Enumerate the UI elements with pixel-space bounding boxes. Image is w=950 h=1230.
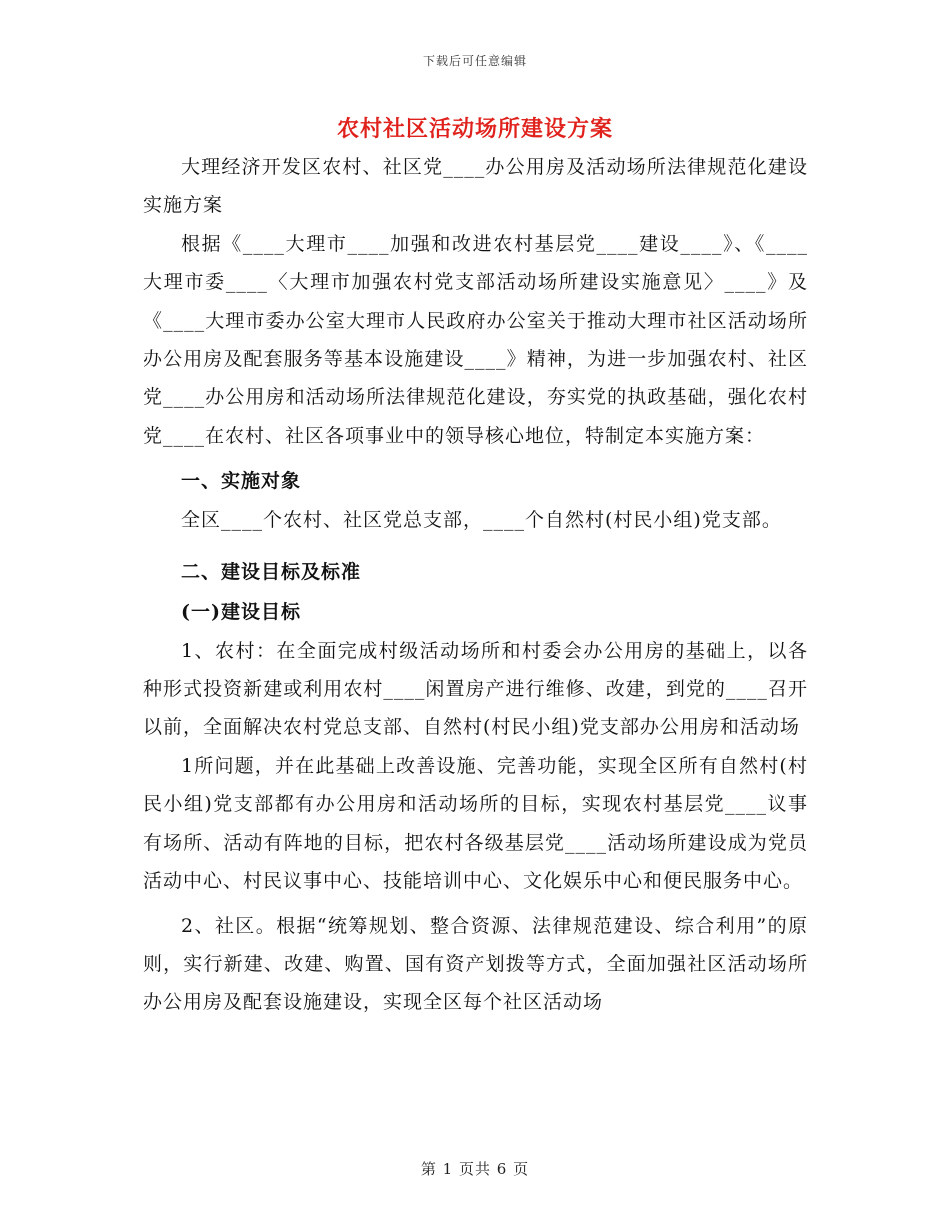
- page-number: 第 1 页共 6 页: [420, 1160, 530, 1178]
- paragraph-rural-continued: 1所问题，并在此基础上改善设施、完善功能，实现全区所有自然村(村民小组)党支部都有办公用房和活动场所的目标，实现农村基层党____议事有场所、活动有阵地的目标，把农村各级基层党____活动场所建设成为党员活动中心、村民议事中心、技能培训中心、文化娱乐中心和便民服务中心。: [143, 754, 808, 893]
- heading-section-2: 二、建设目标及标准: [181, 560, 362, 583]
- heading-subsection-1: (一)建设目标: [181, 600, 301, 623]
- paragraph-basis: 根据《____大理市____加强和改进农村基层党____建设____》、《____大理市委____〈大理市加强农村党支部活动场所建设实施意见〉____》及《____大理市委办公室大理市人民政府办公室关于推动大理市社区活动场所办公用房及配套服务等基本设施建设____》精神，为进一步加强农村、社区党____办公用房和活动场所法律规范化建设，夯实党的执政基础，强化农村党____在农村、社区各项事业中的领导核心地位，特制定本实施方案：: [143, 232, 808, 447]
- paragraph-community: 2、社区。根据“统筹规划、整合资源、法律规范建设、综合利用”的原则，实行新建、改建、购置、国有资产划拨等方式，全面加强社区活动场所办公用房及配套设施建设，实现全区每个社区活动场: [143, 914, 808, 1014]
- paragraph-rural: 1、农村：在全面完成村级活动场所和村委会办公用房的基础上，以各种形式投资新建或利用农村____闲置房产进行维修、改建，到党的____召开以前，全面解决农村党总支部、自然村(村民小组)党支部办公用房和活动场: [143, 639, 808, 739]
- paragraph-intro-title: 大理经济开发区农村、社区党____办公用房及活动场所法律规范化建设实施方案: [143, 156, 808, 217]
- document-body: [143, 148, 808, 1022]
- page-header-note: 下载后可任意编辑: [422, 54, 527, 68]
- paragraph-targets: 全区____个农村、社区党总支部，____个自然村(村民小组)党支部。: [181, 509, 782, 532]
- heading-section-1: 一、实施对象: [181, 470, 302, 493]
- document-title: 农村社区活动场所建设方案: [336, 116, 613, 142]
